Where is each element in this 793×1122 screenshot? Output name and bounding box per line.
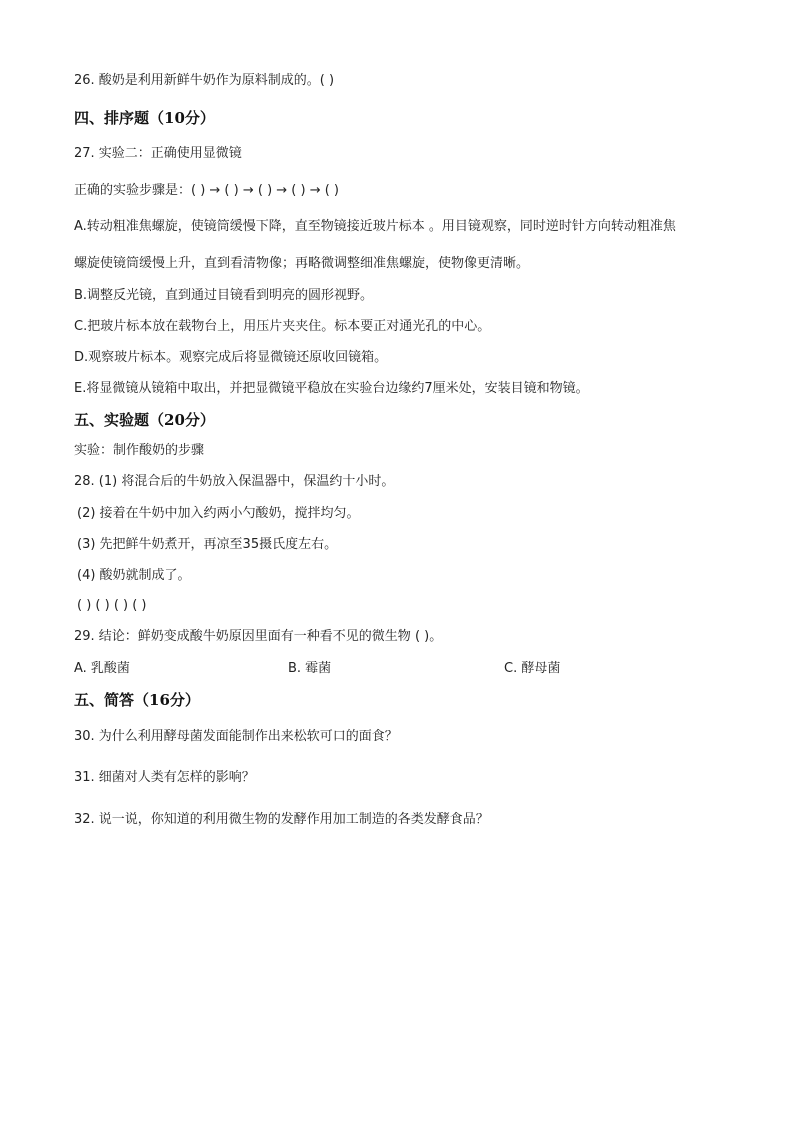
q29-option-c: C. 酵母菌 — [504, 661, 561, 676]
q28-step3: (3) 先把鲜牛奶煮开，再凉至35摄氏度左右。 — [77, 537, 338, 552]
q27-steps: 正确的实验步骤是：( ) → ( ) → ( ) → ( ) → ( ) — [74, 183, 340, 198]
q28-step2: (2) 接着在牛奶中加入约两小勺酸奶，搅拌均匀。 — [77, 506, 360, 521]
section5-heading: 五、实验题（20分） — [74, 411, 215, 429]
q29-option-b: B. 霉菌 — [288, 661, 332, 676]
q28-step1: 28. (1) 将混合后的牛奶放入保温器中，保温约十小时。 — [74, 474, 395, 489]
section4-heading: 四、排序题（10分） — [74, 109, 215, 127]
option-c: C.把玻片标本放在载物台上，用压片夹夹住。标本要正对通光孔的中心。 — [74, 319, 491, 334]
q26: 26. 酸奶是利用新鲜牛奶作为原料制成的。( ) — [74, 73, 335, 88]
option-d: D.观察玻片标本。观察完成后将显微镜还原收回镜箱。 — [74, 350, 388, 365]
experiment-intro: 实验：制作酸奶的步骤 — [74, 443, 205, 458]
q29: 29. 结论：鲜奶变成酸牛奶原因里面有一种看不见的微生物 ( )。 — [74, 629, 443, 644]
q29-option-a: A. 乳酸菌 — [74, 661, 130, 676]
q28-step4: (4) 酸奶就制成了。 — [77, 568, 191, 583]
q30: 30. 为什么利用酵母菌发面能制作出来松软可口的面食？ — [74, 729, 398, 744]
q28-blanks: ( ) ( ) ( ) ( ) — [77, 598, 147, 613]
option-e: E.将显微镜从镜箱中取出，并把显微镜平稳放在实验台边缘约7厘米处，安装目镜和物镜。 — [74, 381, 589, 396]
q31: 31. 细菌对人类有怎样的影响？ — [74, 770, 255, 785]
option-b: B.调整反光镜，直到通过目镜看到明亮的圆形视野。 — [74, 288, 374, 303]
option-a-line2: 螺旋使镜筒缓慢上升，直到看清物像；再略微调整细准焦螺旋，使物像更清晰。 — [74, 256, 530, 271]
option-a-line1: A.转动粗准焦螺旋，使镜筒缓慢下降，直至物镜接近玻片标本 。用目镜观察，同时逆时针方向转动粗准焦 — [74, 219, 676, 234]
section6-heading: 五、简答（16分） — [74, 691, 200, 709]
q27-title: 27. 实验二：正确使用显微镜 — [74, 146, 242, 161]
q32: 32. 说一说，你知道的利用微生物的发酵作用加工制造的各类发酵食品？ — [74, 812, 489, 827]
